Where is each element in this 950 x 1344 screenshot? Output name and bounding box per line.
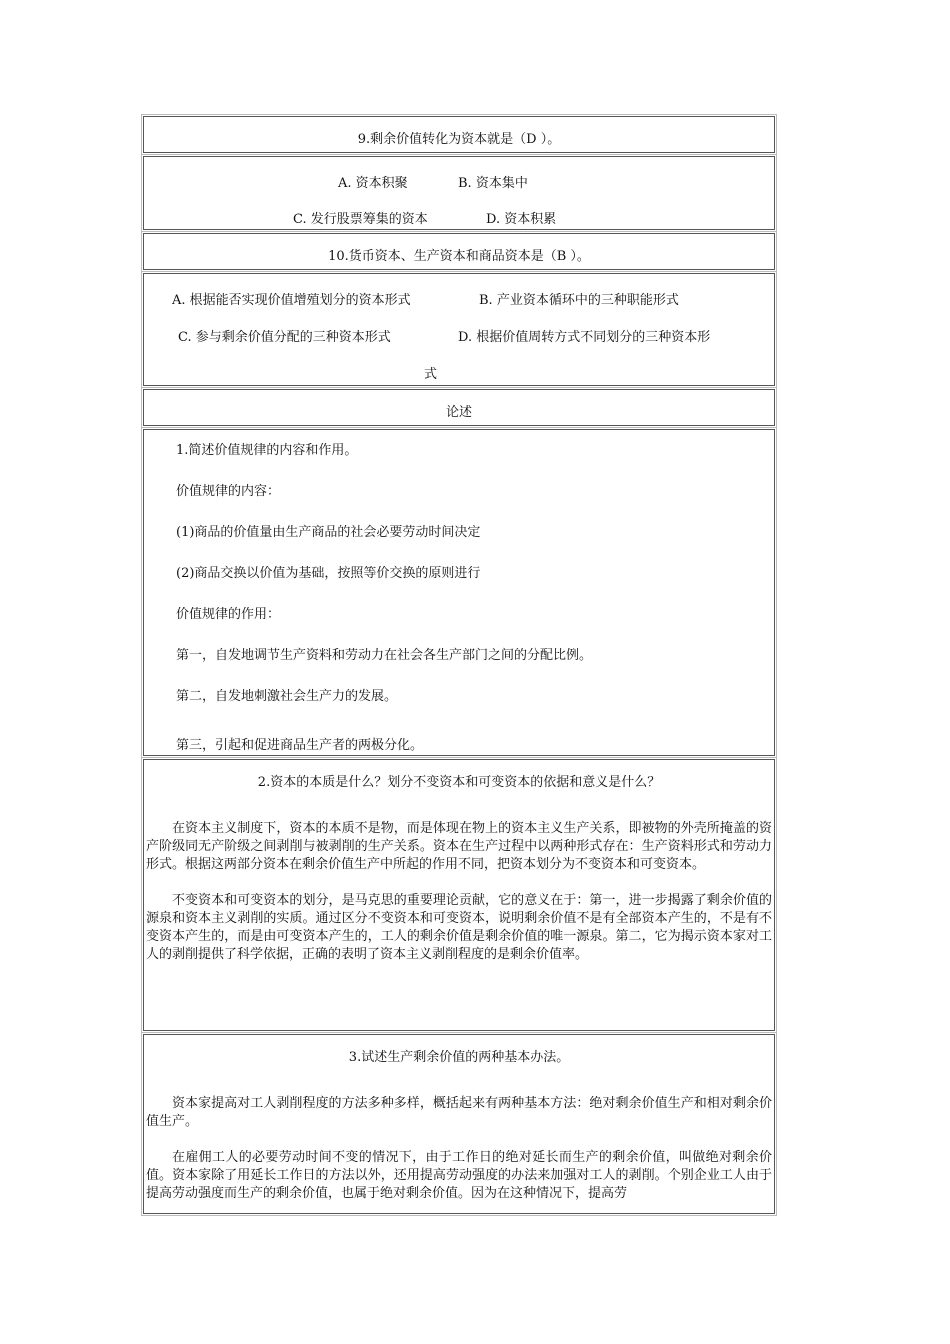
q10-options-cell bbox=[143, 273, 775, 386]
q10-option-b: B. 产业资本循环中的三种职能形式 bbox=[479, 293, 679, 308]
essay-3-para-1: 资本家提高对工人剥削程度的方法多种多样，概括起来有两种基本方法：绝对剩余价值生产和相对剩余价值生产。 bbox=[146, 1096, 772, 1129]
exam-sheet bbox=[143, 116, 775, 1217]
q9-options-cell bbox=[143, 156, 775, 230]
essay-1-line-7: 第三，引起和促进商品生产者的两极分化。 bbox=[176, 738, 424, 753]
essay-1-line-5: 第一，自发地调节生产资料和劳动力在社会各生产部门之间的分配比例。 bbox=[176, 648, 593, 663]
q9-option-d: D. 资本积累 bbox=[486, 212, 557, 227]
essay-3-para-2: 在雇佣工人的必要劳动时间不变的情况下，由于工作日的绝对延长而生产的剩余价值，叫做绝对剩余价值。资本家除了用延长工作日的方法以外，还用提高劳动强度的办法来加强对工人的剥削。个别企业工人由于提高劳动强度而生产的剩余价值，也属于绝对剩余价值。因为在这种情况下，提高劳 bbox=[146, 1150, 772, 1201]
q10-question-cell bbox=[143, 233, 775, 270]
essay-2-para-1: 在资本主义制度下，资本的本质不是物，而是体现在物上的资本主义生产关系，即被物的外壳所掩盖的资产阶级同无产阶级之间剥削与被剥削的生产关系。资本在生产过程中以两种形式存在：生产资料形式和劳动力形式。根据这两部分资本在剩余价值生产中所起的作用不同，把资本划分为不变资本和可变资本。 bbox=[146, 821, 772, 872]
essay-1-line-1: 价值规律的内容： bbox=[176, 484, 281, 499]
essay-2-title: 2.资本的本质是什么？划分不变资本和可变资本的依据和意义是什么？ bbox=[257, 775, 661, 790]
essay-1-line-6: 第二，自发地刺激社会生产力的发展。 bbox=[176, 689, 398, 704]
essay-1-line-3: (2)商品交换以价值为基础，按照等价交换的原则进行 bbox=[176, 566, 481, 581]
q10-option-d: D. 根据价值周转方式不同划分的三种资本形 bbox=[458, 330, 711, 345]
q10-option-a: A. 根据能否实现价值增殖划分的资本形式 bbox=[172, 293, 411, 308]
q9-option-b: B. 资本集中 bbox=[458, 176, 528, 191]
q10-option-c: C. 参与剩余价值分配的三种资本形式 bbox=[178, 330, 391, 345]
essay-1-line-2: (1)商品的价值量由生产商品的社会必要劳动时间决定 bbox=[176, 525, 481, 540]
q10-question: 10.货币资本、生产资本和商品资本是（B ）。 bbox=[328, 249, 590, 264]
essay-heading-cell bbox=[143, 389, 775, 426]
essay-1-title: 1.简述价值规律的内容和作用。 bbox=[176, 443, 358, 458]
essay-3-title: 3.试述生产剩余价值的两种基本办法。 bbox=[348, 1050, 570, 1065]
essay-2-para-2: 不变资本和可变资本的划分，是马克思的重要理论贡献，它的意义在于：第一，进一步揭露了剩余价值的源泉和资本主义剥削的实质。通过区分不变资本和可变资本，说明剩余价值不是有全部资本产生的，不是有不变资本产生的，而是由可变资本产生的，工人的剩余价值是剩余价值的唯一源泉。第二，它为揭示资本家对工人的剥削提供了科学依据，正确的表明了资本主义剥削程度的是剩余价值率。 bbox=[146, 893, 772, 962]
q9-option-c: C. 发行股票筹集的资本 bbox=[293, 212, 428, 227]
essay-2-cell bbox=[143, 759, 775, 1031]
q9-question: 9.剩余价值转化为资本就是（D ）。 bbox=[357, 132, 561, 147]
essay-1-line-4: 价值规律的作用： bbox=[176, 607, 281, 622]
essay-3-cell bbox=[143, 1034, 775, 1214]
q9-option-a: A. 资本积聚 bbox=[338, 176, 408, 191]
essay-heading: 论述 bbox=[445, 405, 472, 420]
q10-option-d-cont: 式 bbox=[424, 367, 438, 382]
essay-1-cell bbox=[143, 429, 775, 756]
q9-question-cell bbox=[143, 116, 775, 153]
